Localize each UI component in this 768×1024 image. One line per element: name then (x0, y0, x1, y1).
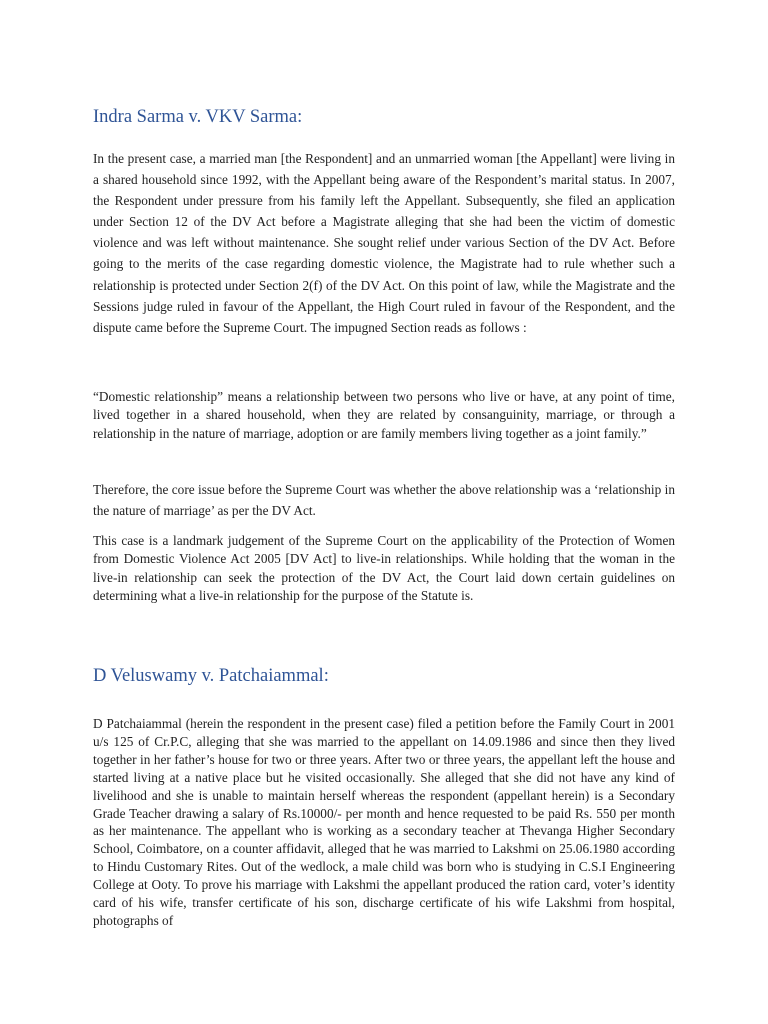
paragraph-case-facts: In the present case, a married man [the Respondent] and an unmarried woman [the Appellant] were living in a shared household since 1992, with the Appellant being aware of the Respondent’s marital status. In 2007, the Respondent under pressure from his family left the Appellant. Subsequently, she filed an application under Section 12 of the DV Act before a Magistrate alleging that she had been the victim of domestic violence and was left without maintenance. She sought relief under various Section of the DV Act. Before going to the merits of the case regarding domestic violence, the Magistrate had to rule whether such a relationship is protected under Section 2(f) of the DV Act. On this point of law, while the Magistrate and the Sessions judge ruled in favour of the Appellant, the High Court ruled in favour of the Respondent, and the dispute came before the Supreme Court. The impugned Section reads as follows : (93, 151, 675, 335)
paragraph-landmark-judgement: This case is a landmark judgement of the Supreme Court on the applicability of the Protection of Women from Domestic Violence Act 2005 [DV Act] to live-in relationships. While holding that the woman in the live-in relationship can seek the protection of the DV Act, the Court laid down certain guidelines on determining what a live-in relationship for the purpose of the Statute is. (93, 533, 675, 603)
section-heading-veluswamy: D Veluswamy v. Patchaiammal: (93, 666, 329, 686)
section-heading-indra-sarma: Indra Sarma v. VKV Sarma: (93, 107, 303, 127)
paragraph-core-issue: Therefore, the core issue before the Supreme Court was whether the above relationship was a ‘relationship in the nature of marriage’ as per the DV Act. (93, 482, 675, 518)
paragraph-statute-quote: “Domestic relationship” means a relationship between two persons who live or have, at any point of time, lived together in a shared household, when they are related by consanguinity, marriage, or through a relationship in the nature of marriage, adoption or are family members living together as a joint family.” (93, 389, 675, 441)
paragraph-veluswamy-facts: D Patchaiammal (herein the respondent in the present case) filed a petition before the Family Court in 2001 u/s 125 of Cr.P.C, alleging that she was married to the appellant on 14.09.1986 and since then they lived together in her father’s house for two or three years. After two or three years, the appellant left the house and started living at a native place but he visited occasionally. She alleged that she did not have any kind of livelihood and she is unable to maintain herself whereas the respondent (appellant herein) is a Secondary Grade Teacher drawing a salary of Rs.10000/- per month and hence requested to be paid Rs. 550 per month as her maintenance. The appellant who is working as a secondary teacher at Thevanga Higher Secondary School, Coimbatore, on a counter affidavit, alleged that he was married to Lakshmi on 25.06.1980 according to Hindu Customary Rites. Out of the wedlock, a male child was born who is studying in C.S.I Engineering College at Ooty. To prove his marriage with Lakshmi the appellant produced the ration card, voter’s identity card of his wife, transfer certificate of his son, discharge certificate of his wife Lakshmi from hospital, photographs of (93, 716, 675, 928)
